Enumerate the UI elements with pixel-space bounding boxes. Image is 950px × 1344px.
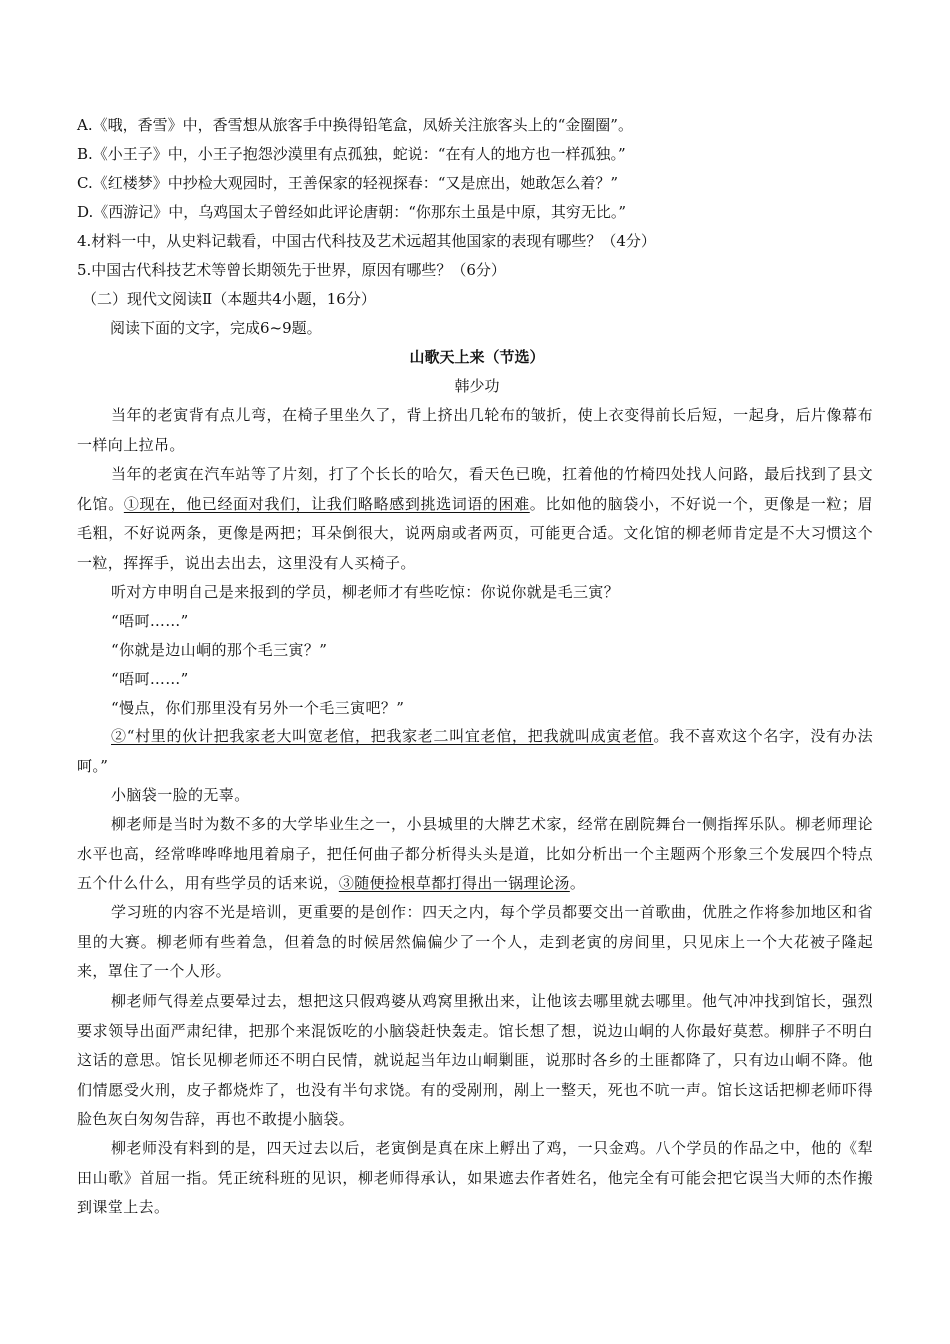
paragraph-6-text-b: 。 [569, 874, 586, 892]
paragraph-7: 学习班的内容不光是培训，更重要的是创作：四天之内，每个学员都要交出一首歌曲，优胜之作将参加地区和省里的大赛。柳老师有些着急，但着急的时候居然偏偏少了一个人，走到老寅的房间里，只见床上一个大花被子隆起来，罩住了一个人形。 [77, 903, 873, 980]
paragraph-4 [77, 722, 873, 781]
question-5: 5.中国古代科技艺术等曾长期领先于世界，原因有哪些？（6分） [77, 261, 506, 279]
dialogue-4: “慢点，你们那里没有另外一个毛三寅吧？” [111, 699, 405, 717]
option-c: C.《红楼梦》中抄检大观园时，王善保家的轻视探春：“又是庶出，她敢怎么着？” [77, 174, 619, 192]
dialogue-3: “唔呵……” [111, 670, 189, 688]
paragraph-4-text: 。我不喜欢这个名字，没有办法呵。” [77, 727, 873, 775]
option-d: D.《西游记》中，乌鸡国太子曾经如此评论唐朝：“你那东土虽是中原，其穷无比。” [77, 203, 627, 221]
paragraph-3: 听对方申明自己是来报到的学员，柳老师才有些吃惊：你说你就是毛三寅？ [111, 583, 620, 601]
article-author: 韩少功 [454, 377, 500, 395]
dialogue-2: “你就是边山峒的那个毛三寅？” [111, 641, 328, 659]
paragraph-6 [77, 810, 873, 899]
question-4: 4.材料一中，从史料记载看，中国古代科技及艺术远超其他国家的表现有哪些？（4分） [77, 232, 656, 250]
paragraph-2-text-a: 当年的老寅在汽车站等了片刻，打了个长长的哈欠，看天色已晚，扛着他的竹椅四处找人问路，最后找到了县文化馆。 [77, 465, 873, 513]
underlined-sentence-2: ②“村里的伙计把我家老大叫宽老倌，把我家老二叫宜老倌，把我就叫成寅老倌 [111, 727, 654, 745]
option-b: B.《小王子》中，小王子抱怨沙漠里有点孤独，蛇说：“在有人的地方也一样孤独。” [77, 145, 626, 163]
paragraph-5: 小脑袋一脸的无辜。 [111, 786, 250, 804]
paragraph-2 [77, 460, 873, 578]
underlined-sentence-1: ①现在，他已经面对我们，让我们略略感到挑选词语的困难 [123, 494, 530, 513]
paragraph-1: 当年的老寅背有点儿弯，在椅子里坐久了，背上挤出几轮布的皱折，使上衣变得前长后短，一起身，后片像幕布一样向上拉吊。 [77, 406, 873, 454]
article-title: 山歌天上来（节选） [409, 348, 545, 366]
paragraph-9: 柳老师没有料到的是，四天过去以后，老寅倒是真在床上孵出了鸡，一只金鸡。八个学员的作品之中，他的《犁田山歌》首屈一指。凭正统科班的见识，柳老师得承认，如果遮去作者姓名，他完全有可能会把它误当大师的杰作搬到课堂上去。 [77, 1139, 873, 1216]
section-instruction: 阅读下面的文字，完成6~9题。 [110, 319, 322, 337]
section-heading: （二）现代文阅读Ⅱ（本题共4小题，16分） [82, 290, 376, 308]
paragraph-6-text-a: 柳老师是当时为数不多的大学毕业生之一，小县城里的大牌艺术家，经常在剧院舞台一侧指挥乐队。柳老师理论水平也高，经常哗哗哗地甩着扇子，把任何曲子都分析得头头是道，比如分析出一个主题两个形象三个发展四个特点五个什么什么，用有些学员的话来说， [77, 815, 873, 892]
option-a: A.《哦，香雪》中，香雪想从旅客手中换得铅笔盒，凤娇关注旅客头上的“金圈圈”。 [77, 116, 633, 134]
paragraph-8: 柳老师气得差点要晕过去，想把这只假鸡婆从鸡窝里揪出来，让他该去哪里就去哪里。他气冲冲找到馆长，强烈要求领导出面严肃纪律，把那个来混饭吃的小脑袋赶快轰走。馆长想了想，说边山峒的人你最好莫惹。柳胖子不明白这话的意思。馆长见柳老师还不明白民情，就说起当年边山峒剿匪，说那时各乡的土匪都降了，只有边山峒不降。他们情愿受火刑，皮子都烧炸了，也没有半句求饶。有的受剐刑，剐上一整天，死也不吭一声。馆长这话把柳老师吓得脸色灰白匆匆告辞，再也不敢提小脑袋。 [77, 992, 873, 1128]
dialogue-1: “唔呵……” [111, 612, 189, 630]
paragraph-2-text-b: 。比如他的脑袋小，不好说一个，更像是一粒；眉毛粗，不好说两条，更像是两把；耳朵倒很大，说两扇或者两页，可能更合适。文化馆的柳老师肯定是不大习惯这个一粒，挥挥手，说出去出去，这里没有人买椅子。 [77, 494, 873, 572]
underlined-sentence-3: ③随便捡根草都打得出一锅理论汤 [338, 874, 570, 892]
